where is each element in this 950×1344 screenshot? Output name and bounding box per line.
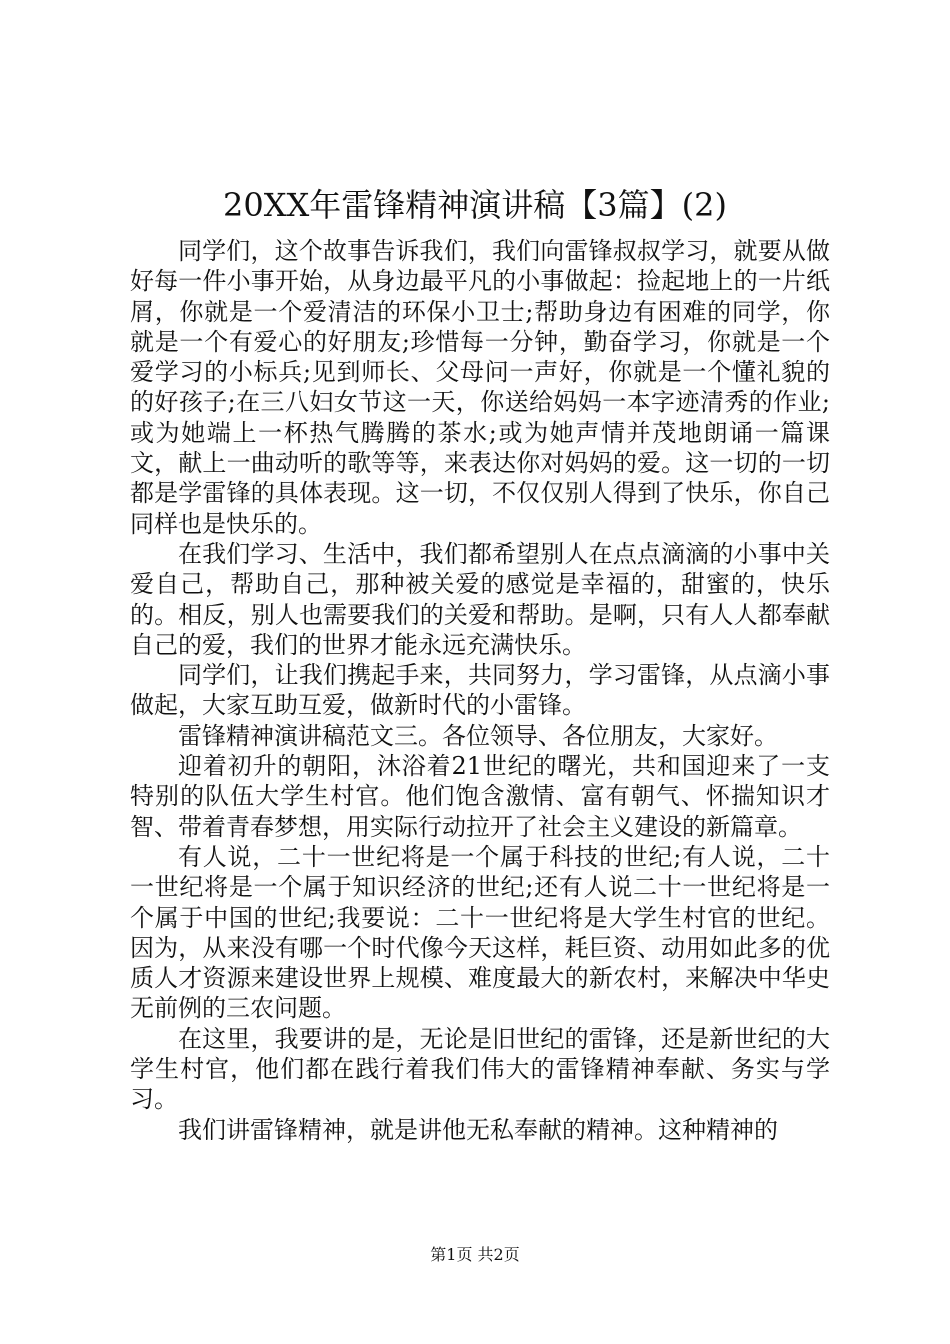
paragraph: 我们讲雷锋精神，就是讲他无私奉献的精神。这种精神的 [178,1115,778,1144]
paragraph: 在这里，我要讲的是，无论是旧世纪的雷锋，还是新世纪的大学生村官，他们都在践行着我们伟大的雷锋精神奉献、务实与学习。 [130,1024,830,1114]
document-body [130,236,830,1145]
paragraph: 雷锋精神演讲稿范文三。各位领导、各位朋友，大家好。 [178,721,778,750]
page-number-footer: 第1页 共2页 [430,1245,520,1264]
document-title: 20XX年雷锋精神演讲稿【3篇】(2) [223,186,727,224]
paragraph: 有人说，二十一世纪将是一个属于科技的世纪;有人说，二十一世纪将是一个属于知识经济的世纪;还有人说二十一世纪将是一个属于中国的世纪;我要说：二十一世纪将是大学生村官的世纪。因为，从来没有哪一个时代像今天这样，耗巨资、动用如此多的优质人才资源来建设世界上规模、难度最大的新农村，来解决中华史无前例的三农问题。 [130,842,830,1023]
paragraph: 迎着初升的朝阳，沐浴着21世纪的曙光，共和国迎来了一支特别的队伍大学生村官。他们饱含激情、富有朝气、怀揣知识才智、带着青春梦想，用实际行动拉开了社会主义建设的新篇章。 [130,752,830,841]
paragraph: 同学们，让我们携起手来，共同努力，学习雷锋，从点滴小事做起，大家互助互爱，做新时代的小雷锋。 [130,661,830,720]
paragraph: 在我们学习、生活中，我们都希望别人在点点滴滴的小事中关爱自己，帮助自己，那种被关爱的感觉是幸福的，甜蜜的，快乐的。相反，别人也需要我们的关爱和帮助。是啊，只有人人都奉献自己的爱，我们的世界才能永远充满快乐。 [130,539,830,659]
paragraph: 同学们，这个故事告诉我们，我们向雷锋叔叔学习，就要从做好每一件小事开始，从身边最平凡的小事做起：捡起地上的一片纸屑，你就是一个爱清洁的环保小卫士;帮助身边有困难的同学，你就是一个有爱心的好朋友;珍惜每一分钟，勤奋学习，你就是一个爱学习的小标兵;见到师长、父母问一声好，你就是一个懂礼貌的的好孩子;在三八妇女节这一天，你送给妈妈一本字迹清秀的作业;或为她端上一杯热气腾腾的茶水;或为她声情并茂地朗诵一篇课文，献上一曲动听的歌等等，来表达你对妈妈的爱。这一切的一切都是学雷锋的具体表现。这一切，不仅仅别人得到了快乐，你自己同样也是快乐的。 [130,237,830,538]
